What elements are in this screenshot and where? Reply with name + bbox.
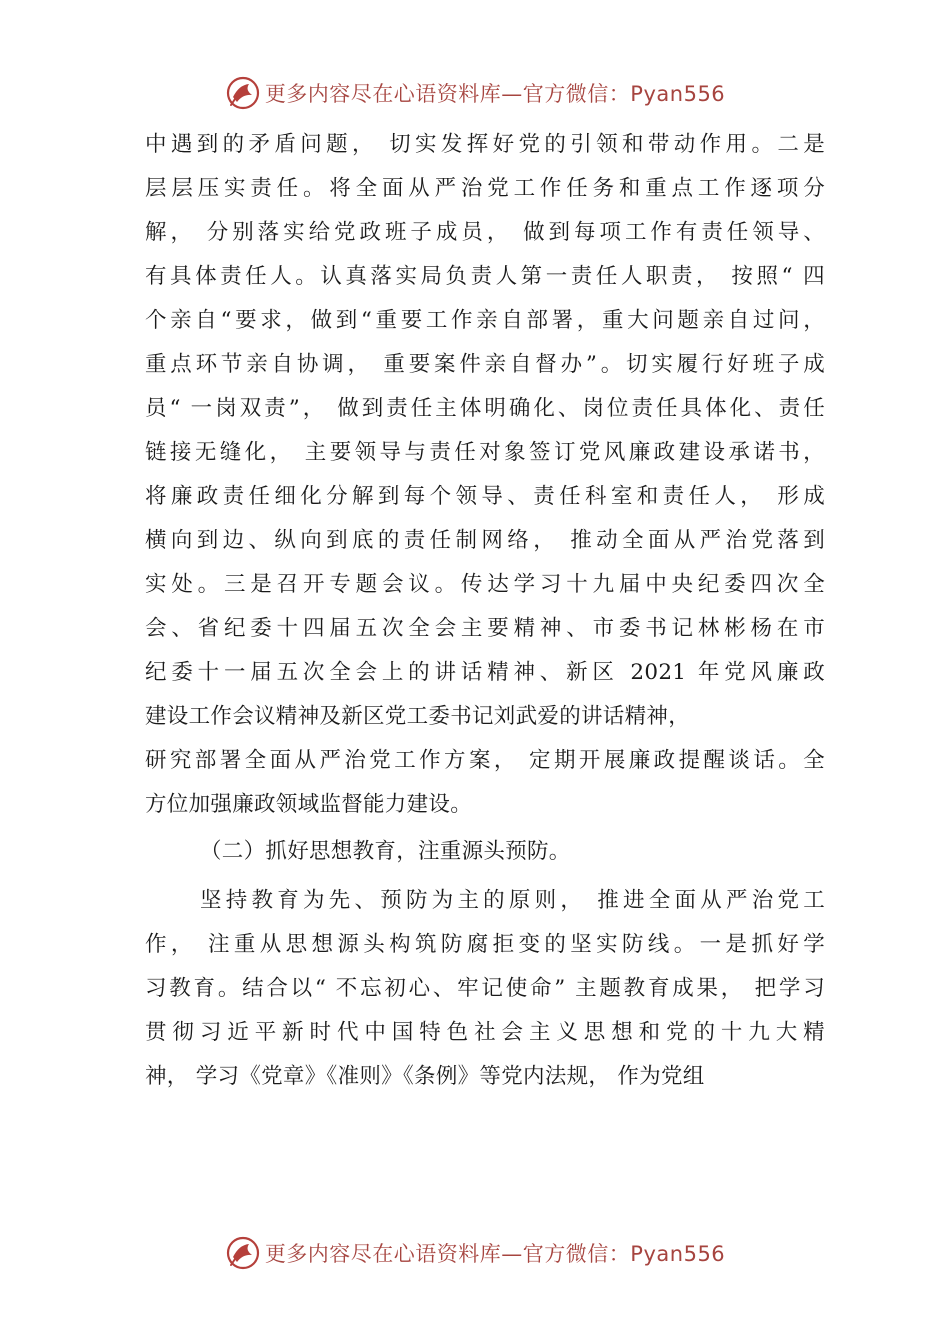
text-line: 横向到边、纵向到底的责任制网络， 推动全面从严治党落到 [145, 528, 825, 553]
text-line: 贯彻习近平新时代中国特色社会主义思想和党的十九大精 [145, 1020, 825, 1045]
text-line: 纪委十一届五次全会上的讲话精神、新区 2021 年党风廉政 [145, 660, 825, 685]
text-line: 建设工作会议精神及新区党工委书记刘武爱的讲话精神， [145, 704, 691, 729]
text-line: 习教育。结合以“ 不忘初心、牢记使命” 主题教育成果， 把学习 [145, 976, 825, 1001]
text-line: 作， 注重从思想源头构筑防腐拒变的坚实防线。一是抓好学 [145, 932, 825, 957]
text-line: 将廉政责任细化分解到每个领导、责任科室和责任人， 形成 [145, 484, 825, 509]
header-watermark [0, 68, 950, 118]
text-line: 会、省纪委十四届五次全会主要精神、市委书记林彬杨在市 [145, 616, 825, 641]
text-line: 方位加强廉政领域监督能力建设。 [145, 792, 473, 817]
watermark-text: 更多内容尽在心语资料库—官方微信：Pyan556 [264, 82, 726, 106]
stamp-logo-icon [225, 1235, 261, 1271]
stamp-logo-icon [225, 75, 261, 111]
text-line: 层层压实责任。将全面从严治党工作任务和重点工作逐项分 [145, 176, 825, 201]
text-line: 重点环节亲自协调， 重要案件亲自督办”。切实履行好班子成 [145, 352, 825, 377]
text-line: 员“ 一岗双责”， 做到责任主体明确化、岗位责任具体化、责任 [145, 396, 825, 421]
document-body [145, 123, 825, 1099]
text-line: 研究部署全面从严治党工作方案， 定期开展廉政提醒谈话。全 [145, 748, 825, 773]
text-line: 链接无缝化， 主要领导与责任对象签订党风廉政建设承诺书， [145, 440, 825, 465]
text-line: 神， 学习《党章》《准则》《条例》等党内法规， 作为党组 [145, 1064, 705, 1089]
footer-watermark [0, 1228, 950, 1278]
text-line: 中遇到的矛盾问题， 切实发挥好党的引领和带动作用。二是 [145, 132, 825, 157]
watermark-text: 更多内容尽在心语资料库—官方微信：Pyan556 [264, 1242, 726, 1266]
text-line: 有具体责任人。认真落实局负责人第一责任人职责， 按照“ 四 [145, 264, 825, 289]
text-line: 个亲自“要求，做到“重要工作亲自部署，重大问题亲自过问， [145, 308, 825, 333]
text-line: 坚持教育为先、预防为主的原则， 推进全面从严治党工 [200, 888, 825, 913]
text-line: 解， 分别落实给党政班子成员， 做到每项工作有责任领导、 [145, 220, 825, 245]
section-heading: （二）抓好思想教育，注重源头预防。 [200, 839, 571, 864]
text-line: 实处。三是召开专题会议。传达学习十九届中央纪委四次全 [145, 572, 825, 597]
